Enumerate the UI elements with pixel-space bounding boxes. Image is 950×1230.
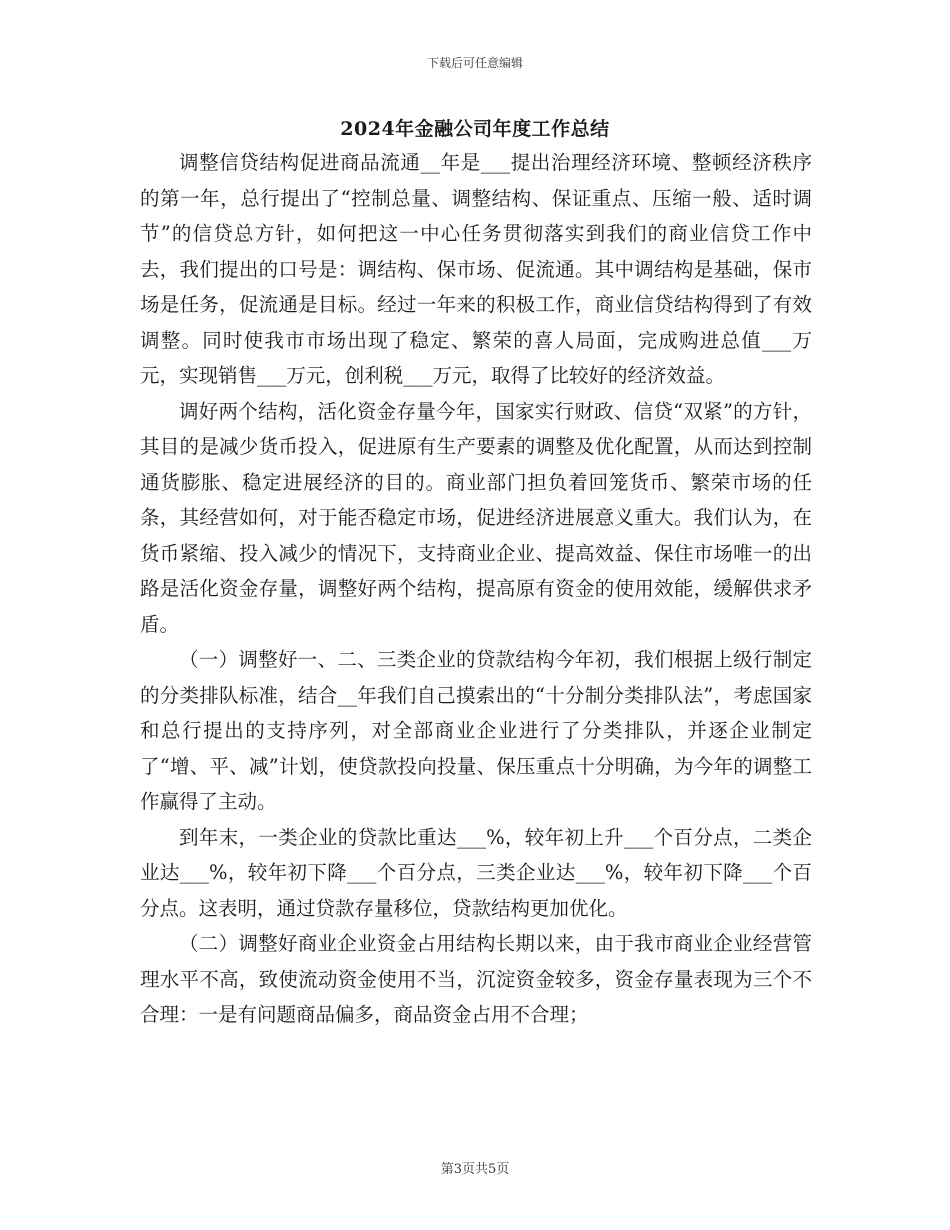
paragraph-3: （一）调整好一、二、三类企业的贷款结构今年初，我们根据上级行制定的分类排队标准，结合__年我们自己摸索出的“十分制分类排队法”，考虑国家和总行提出的支持序列，对全部商业企业进行了分类排队，并逐企业制定了“增、平、减”计划，使贷款投向投量、保压重点十分明确，为今年的调整工作赢得了主动。 <box>140 648 812 813</box>
document-body <box>140 145 812 1033</box>
document-title: 2024年金融公司年度工作总结 <box>340 118 610 140</box>
page-number: 第3页共5页 <box>440 1162 510 1177</box>
page-header-note: 下载后可任意编辑 <box>426 56 523 70</box>
paragraph-2: 调好两个结构，活化资金存量今年，国家实行财政、信贷“双紧”的方针，其目的是减少货币投入，促进原有生产要素的调整及优化配置，从而达到控制通货膨胀、稳定进展经济的目的。商业部门担负着回笼货币、繁荣市场的任条，其经营如何，对于能否稳定市场，促进经济进展意义重大。我们认为，在货币紧缩、投入减少的情况下，支持商业企业、提高效益、保住市场唯一的出路是活化资金存量，调整好两个结构，提高原有资金的使用效能，缓解供求矛盾。 <box>140 399 812 636</box>
paragraph-4: 到年末，一类企业的贷款比重达___%，较年初上升___个百分点，二类企业达___%，较年初下降___个百分点，三类企业达___%，较年初下降___个百分点。这表明，通过贷款存量移位，贷款结构更加优化。 <box>140 825 812 920</box>
paragraph-5: （二）调整好商业企业资金占用结构长期以来，由于我市商业企业经营管理水平不高，致使流动资金使用不当，沉淀资金较多，资金存量表现为三个不合理：一是有问题商品偏多，商品资金占用不合理； <box>140 932 812 1026</box>
paragraph-1: 调整信贷结构促进商品流通__年是___提出治理经济环境、整顿经济秩序的第一年，总行提出了“控制总量、调整结构、保证重点、压缩一般、适时调节”的信贷总方针，如何把这一中心任务贯彻落实到我们的商业信贷工作中去，我们提出的口号是：调结构、保市场、促流通。其中调结构是基础，保市场是任务，促流通是目标。经过一年来的积极工作，商业信贷结构得到了有效调整。同时使我市市场出现了稳定、繁荣的喜人局面，完成购进总值___万元，实现销售___万元，创利税___万元，取得了比较好的经济效益。 <box>140 151 812 387</box>
